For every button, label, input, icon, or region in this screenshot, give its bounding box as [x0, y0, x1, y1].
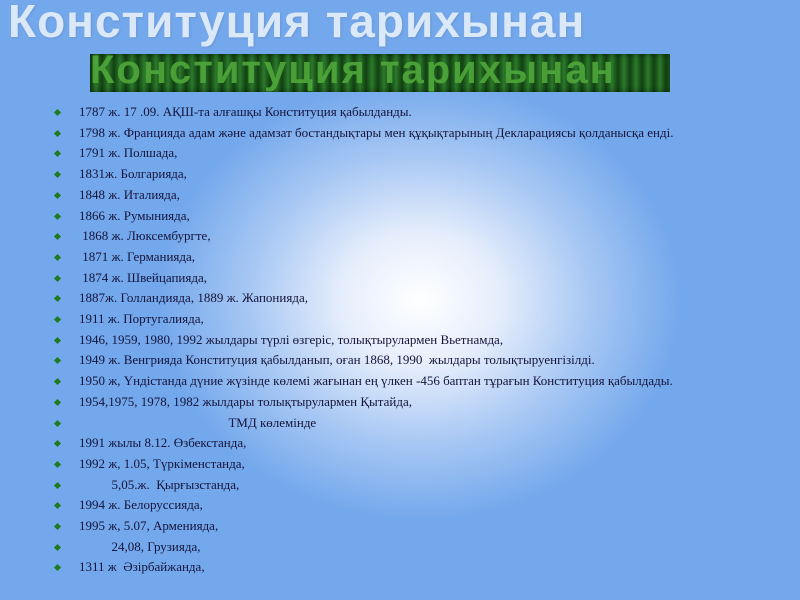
list-item	[55, 559, 745, 576]
bullet-diamond-icon	[54, 337, 61, 344]
bullet-diamond-icon	[54, 130, 61, 137]
list-item-text: 1868 ж. Люксембургте,	[79, 228, 211, 244]
list-item	[55, 456, 745, 473]
list-item-text: 1831ж. Болгарияда,	[79, 166, 187, 182]
banner-title: Конституция тарихынан	[90, 54, 616, 92]
list-item-text: 1866 ж. Румынияда,	[79, 207, 190, 223]
list-item-text: 1994 ж. Белоруссияда,	[79, 497, 203, 513]
list-item-text: 1798 ж. Францияда адам және адамзат бостандықтары мен құқықтарының Декларациясы қолданысқа енді.	[79, 124, 674, 140]
title-banner	[90, 54, 670, 92]
list-item-text: 1874 ж. Швейцапияда,	[79, 269, 207, 285]
list-item-text: 24,08, Грузияда,	[79, 538, 201, 554]
list-item-text: 1946, 1959, 1980, 1992 жылдары түрлі өзгеріс, толықтырулармен Вьетнамда,	[79, 331, 504, 347]
bullet-diamond-icon	[54, 275, 61, 282]
list-item-text: 1911 ж. Португалияда,	[79, 311, 204, 327]
list-item	[55, 415, 745, 432]
list-item	[55, 394, 745, 411]
list-item	[55, 249, 745, 266]
list-item-text: 1787 ж. 17 .09. АҚШ-та алғашқы Конституция қабылданды.	[79, 104, 412, 119]
list-item	[55, 311, 745, 328]
list-item	[55, 477, 745, 494]
bullet-diamond-icon	[54, 523, 61, 530]
bullet-diamond-icon	[54, 109, 61, 116]
bullet-diamond-icon	[54, 295, 61, 302]
list-item	[55, 373, 745, 390]
bullet-diamond-icon	[54, 233, 61, 240]
list-item	[55, 104, 745, 121]
list-item	[55, 497, 745, 514]
list-item-text: 5,05.ж. Қырғызстанда,	[79, 476, 240, 492]
bullet-diamond-icon	[54, 171, 61, 178]
list-item-text: ТМД көлемінде	[79, 414, 317, 430]
bullet-diamond-icon	[54, 378, 61, 385]
list-item-text: 1995 ж, 5.07, Арменияда,	[79, 518, 219, 534]
list-item	[55, 125, 745, 142]
bullet-diamond-icon	[54, 212, 61, 219]
slide-title: Конституция тарихынан	[8, 0, 586, 47]
list-item	[55, 270, 745, 287]
bullet-diamond-icon	[54, 357, 61, 364]
list-item	[55, 228, 745, 245]
list-item	[55, 145, 745, 162]
list-item-text: 1791 ж. Полшада,	[79, 145, 178, 161]
list-item-text: 1848 ж. Италияда,	[79, 186, 180, 202]
bullet-diamond-icon	[54, 461, 61, 468]
bullet-diamond-icon	[54, 420, 61, 427]
list-item-text: 1954,1975, 1978, 1982 жылдары толықтырулармен Қытайда,	[79, 393, 412, 409]
list-item	[55, 290, 745, 307]
list-item	[55, 332, 745, 349]
bullet-diamond-icon	[54, 440, 61, 447]
list-item	[55, 352, 745, 369]
list-item	[55, 539, 745, 556]
list-item	[55, 518, 745, 535]
list-item-text: 1949 ж. Венгрияда Конституция қабылданып, оған 1868, 1990 жылдары толықтыруенгізілді.	[79, 352, 595, 368]
list-item-text: 1992 ж, 1.05, Түркіменстанда,	[79, 455, 245, 471]
bullet-diamond-icon	[54, 254, 61, 261]
bullet-list	[55, 104, 745, 580]
bullet-diamond-icon	[54, 150, 61, 157]
list-item	[55, 435, 745, 452]
bullet-diamond-icon	[54, 502, 61, 509]
list-item-text: 1887ж. Голландияда, 1889 ж. Жапонияда,	[79, 290, 308, 306]
list-item-text: 1991 жылы 8.12. Өзбекстанда,	[79, 435, 247, 451]
bullet-diamond-icon	[54, 482, 61, 489]
list-item-text: 1311 ж Әзірбайжанда,	[79, 559, 205, 575]
list-item	[55, 208, 745, 225]
bullet-diamond-icon	[54, 192, 61, 199]
list-item-text: 1871 ж. Германияда,	[79, 248, 196, 264]
bullet-diamond-icon	[54, 316, 61, 323]
bullet-diamond-icon	[54, 399, 61, 406]
list-item-text: 1950 ж, Үндістанда дүние жүзінде көлемі жағынан ең үлкен -456 баптан тұрағын Конституция қабылдады.	[79, 373, 673, 389]
list-item	[55, 187, 745, 204]
bullet-diamond-icon	[54, 564, 61, 571]
bullet-diamond-icon	[54, 544, 61, 551]
list-item	[55, 166, 745, 183]
